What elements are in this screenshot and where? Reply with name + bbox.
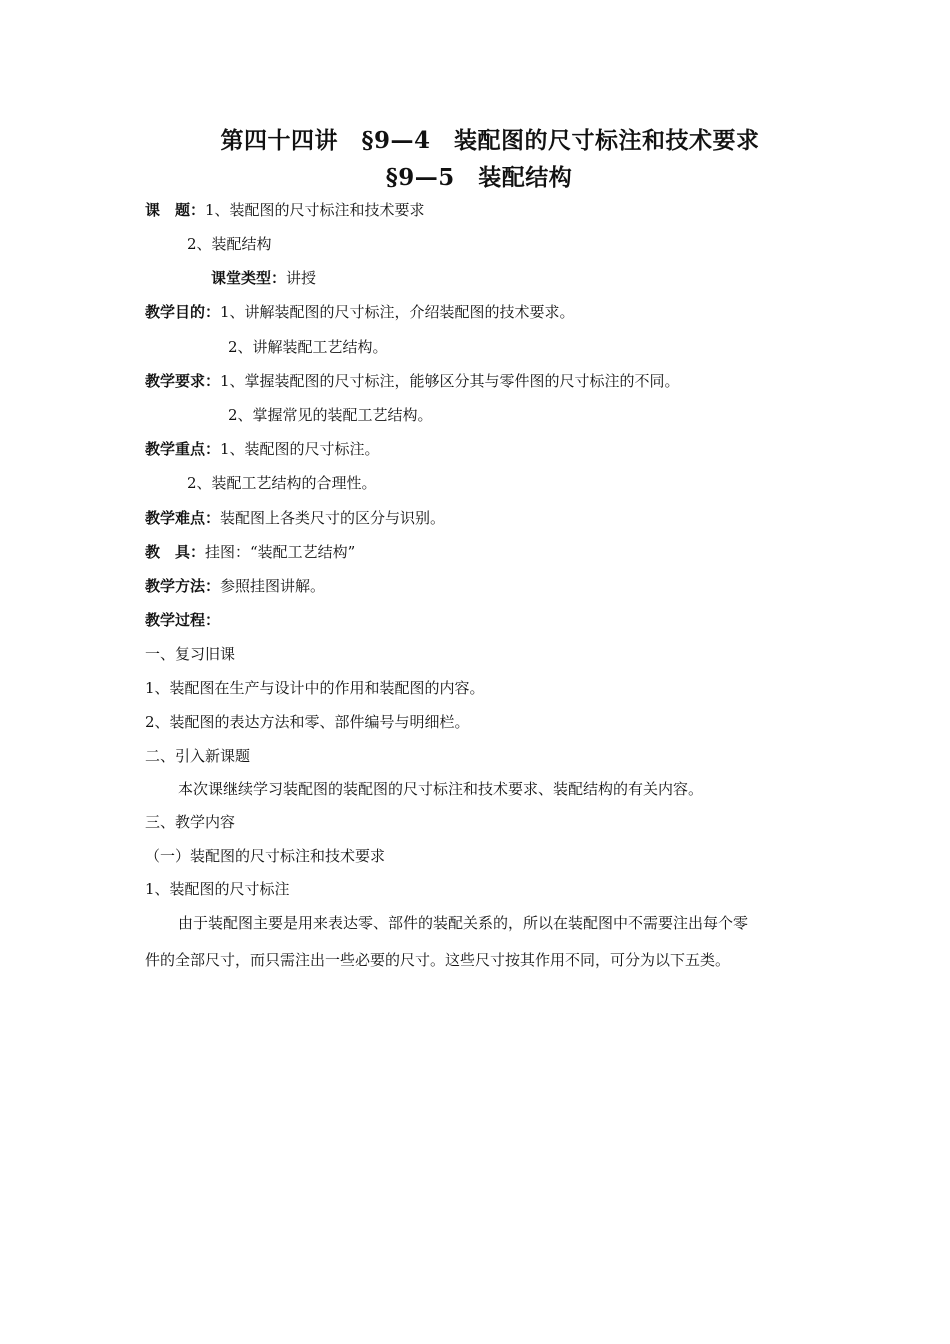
key-point-2: 2、装配工艺结构的合理性。 xyxy=(187,474,377,492)
lecture-subtitle: §9—5 装配结构 xyxy=(385,164,573,191)
topic-1: 1、装配图的尺寸标注和技术要求 xyxy=(205,201,425,219)
requirement-line xyxy=(145,371,680,391)
tools-label: 教 具： xyxy=(145,543,206,561)
difficulty: 装配图上各类尺寸的区分与识别。 xyxy=(220,509,446,527)
objective-2: 2、讲解装配工艺结构。 xyxy=(228,338,388,356)
content-heading: 三、教学内容 xyxy=(145,813,236,831)
intro-text: 本次课继续学习装配图的装配图的尺寸标注和技术要求、装配结构的有关内容。 xyxy=(178,780,704,798)
objective-label: 教学目的： xyxy=(145,303,221,321)
key-point-1: 1、装配图的尺寸标注。 xyxy=(220,440,380,458)
objective-line xyxy=(145,302,575,322)
review-heading: 一、复习旧课 xyxy=(145,645,236,663)
review-item-1: 1、装配图在生产与设计中的作用和装配图的内容。 xyxy=(145,679,485,697)
requirement-1: 1、掌握装配图的尺寸标注，能够区分其与零件图的尺寸标注的不同。 xyxy=(220,372,680,390)
method-label: 教学方法： xyxy=(145,577,221,595)
key-point-line xyxy=(145,439,380,459)
class-type-line xyxy=(211,268,316,288)
lecture-title: 第四十四讲 §9—4 装配图的尺寸标注和技术要求 xyxy=(220,127,760,154)
tools-line xyxy=(145,542,355,562)
review-item-2: 2、装配图的表达方法和零、部件编号与明细栏。 xyxy=(145,713,470,731)
sub-heading-1: （一）装配图的尺寸标注和技术要求 xyxy=(145,847,386,865)
topic-label: 课 题： xyxy=(145,201,206,219)
class-type-label: 课堂类型： xyxy=(211,269,287,287)
class-type: 讲授 xyxy=(286,269,317,287)
paragraph-line-1: 由于装配图主要是用来表达零、部件的装配关系的，所以在装配图中不需要注出每个零 xyxy=(178,914,749,932)
topic-2: 2、装配结构 xyxy=(187,235,272,253)
requirement-2: 2、掌握常见的装配工艺结构。 xyxy=(228,406,433,424)
method-line xyxy=(145,576,325,596)
difficulty-line xyxy=(145,508,445,528)
tools: 挂图：“装配工艺结构” xyxy=(205,543,356,561)
method: 参照挂图讲解。 xyxy=(220,577,326,595)
paragraph-line-2: 件的全部尺寸，而只需注出一些必要的尺寸。这些尺寸按其作用不同，可分为以下五类。 xyxy=(145,951,731,969)
process-label: 教学过程： xyxy=(145,611,221,629)
objective-1: 1、讲解装配图的尺寸标注，介绍装配图的技术要求。 xyxy=(220,303,575,321)
key-point-label: 教学重点： xyxy=(145,440,221,458)
difficulty-label: 教学难点： xyxy=(145,509,221,527)
topic-line xyxy=(145,200,425,220)
intro-heading: 二、引入新课题 xyxy=(145,747,251,765)
item-1: 1、装配图的尺寸标注 xyxy=(145,880,290,898)
requirement-label: 教学要求： xyxy=(145,372,221,390)
